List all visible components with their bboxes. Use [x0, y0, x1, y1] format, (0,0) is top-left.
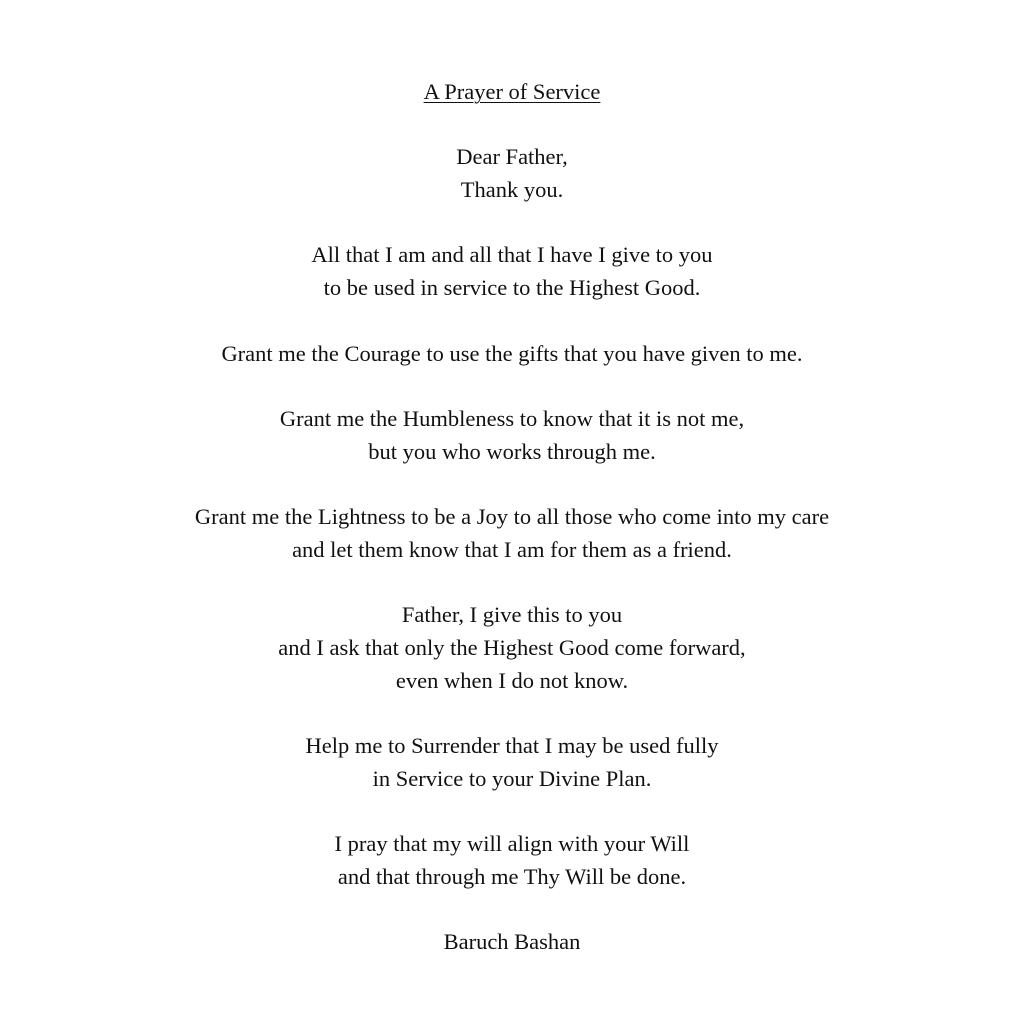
signature-text: Baruch Bashan — [443, 929, 581, 955]
prayer-document — [0, 76, 1024, 959]
stanza-line: even when I do not know. — [395, 667, 629, 693]
stanza-line: Father, I give this to you — [401, 602, 623, 628]
stanza-courage — [0, 338, 1024, 371]
stanza-line: I pray that my will align with your Will — [334, 831, 690, 857]
stanza-line: and that through me Thy Will be done. — [337, 863, 687, 889]
stanza-line: but you who works through me. — [368, 438, 656, 464]
stanza-line: Dear Father, — [456, 144, 568, 170]
stanza-line: Thank you. — [460, 177, 564, 203]
stanza-offering — [0, 239, 1024, 304]
stanza-line: Help me to Surrender that I may be used fully — [305, 732, 719, 758]
stanza-surrender — [0, 730, 1024, 795]
stanza-greeting — [0, 141, 1024, 206]
stanza-line: to be used in service to the Highest Good. — [323, 275, 701, 301]
stanza-line: Grant me the Lightness to be a Joy to all those who come into my care — [194, 504, 830, 530]
stanza-line: Grant me the Courage to use the gifts that you have given to me. — [221, 340, 803, 366]
stanza-lightness — [0, 501, 1024, 566]
stanza-line: and let them know that I am for them as a friend. — [292, 536, 732, 562]
stanza-line: Grant me the Humbleness to know that it is not me, — [279, 405, 745, 431]
stanza-will — [0, 828, 1024, 893]
stanza-line: All that I am and all that I have I give to you — [311, 242, 713, 268]
stanza-humbleness — [0, 403, 1024, 468]
stanza-line: and I ask that only the Highest Good come forward, — [278, 634, 746, 660]
signature — [0, 926, 1024, 959]
stanza-line: in Service to your Divine Plan. — [372, 765, 652, 791]
stanza-highest-good — [0, 599, 1024, 697]
document-title: A Prayer of Service — [423, 79, 601, 104]
